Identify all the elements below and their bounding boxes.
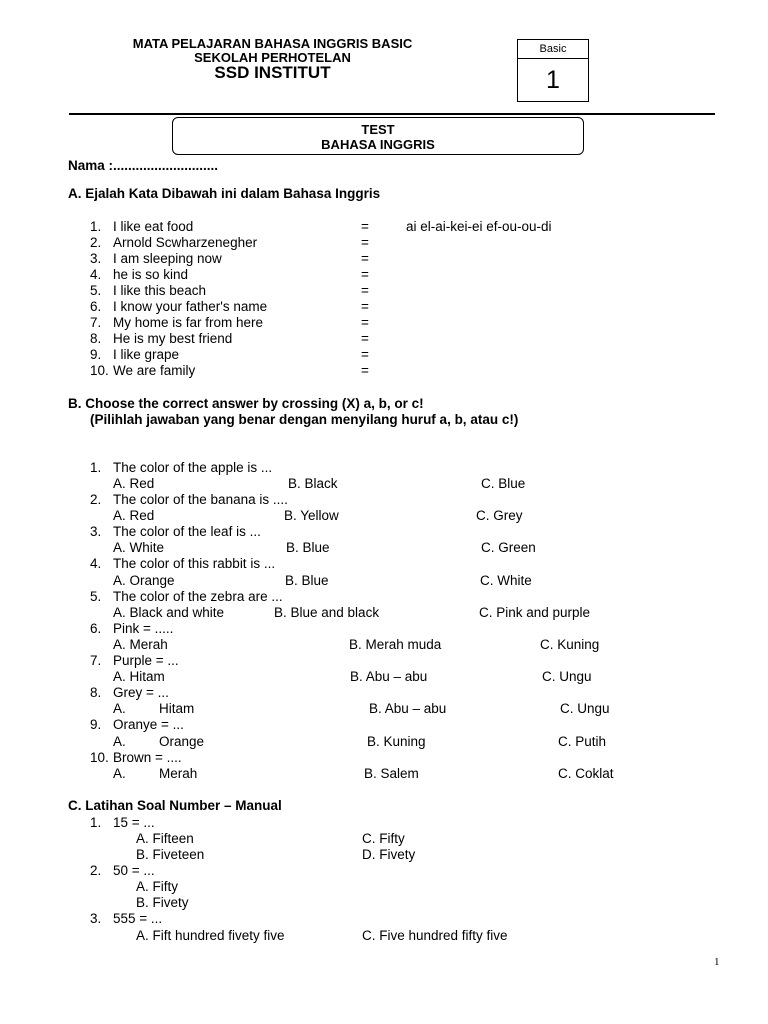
item-text: I like this beach [113, 283, 207, 298]
equals-sign: = [361, 219, 369, 234]
option-a-letter[interactable]: A. [113, 734, 126, 749]
section-a-heading: A. Ejalah Kata Dibawah ini dalam Bahasa Inggris [68, 186, 381, 201]
item-number: 10. [90, 363, 109, 378]
option-a[interactable]: A. Black and white [113, 605, 225, 620]
question-text: The color of the banana is .... [113, 492, 288, 507]
title-line-2: BAHASA INGGRIS [321, 137, 435, 152]
equals-sign: = [361, 331, 369, 346]
option-c[interactable]: C. Coklat [558, 766, 614, 781]
option-a-letter[interactable]: A. [113, 766, 126, 781]
equals-sign: = [361, 267, 369, 282]
option-a[interactable]: Hitam [159, 701, 195, 716]
question-number: 7. [90, 653, 102, 668]
option-b[interactable]: B. Blue [286, 540, 330, 555]
level-number: 1 [546, 66, 560, 94]
option-a[interactable]: A. Orange [113, 573, 175, 588]
item-number: 3. [90, 251, 102, 266]
equals-sign: = [361, 299, 369, 314]
item-text: My home is far from here [113, 315, 264, 330]
option-b[interactable]: B. Fivety [136, 895, 189, 910]
option-c[interactable]: C. Green [481, 540, 536, 555]
option-a[interactable]: A. Fifteen [136, 831, 194, 846]
item-number: 1. [90, 219, 102, 234]
section-b-subheading: (Pilihlah jawaban yang benar dengan menyilang huruf a, b, atau c!) [90, 412, 519, 427]
option-b[interactable]: B. Black [288, 476, 338, 491]
question-number: 9. [90, 717, 102, 732]
item-text: I am sleeping now [113, 251, 222, 266]
option-c[interactable]: C. Putih [558, 734, 607, 749]
title-line-1: TEST [361, 122, 395, 137]
title-box [172, 117, 584, 155]
question-number: 1. [90, 460, 102, 475]
question-text: 50 = ... [113, 863, 155, 878]
option-a[interactable]: A. Fifty [136, 879, 179, 894]
option-b[interactable]: B. Blue [285, 573, 329, 588]
item-text: I like eat food [113, 219, 194, 234]
question-number: 1. [90, 815, 102, 830]
question-text: The color of the zebra are ... [113, 589, 283, 604]
item-number: 5. [90, 283, 102, 298]
item-text: I know your father's name [113, 299, 268, 314]
option-a[interactable]: A. White [113, 540, 165, 555]
header-line-2: SEKOLAH PERHOTELAN [194, 50, 351, 65]
item-text: I like grape [113, 347, 180, 362]
section-c-heading: C. Latihan Soal Number – Manual [68, 798, 282, 813]
option-b[interactable]: B. Kuning [367, 734, 426, 749]
option-c[interactable]: C. Blue [481, 476, 526, 491]
option-b[interactable]: B. Abu – abu [369, 701, 447, 716]
question-text: Grey = ... [113, 685, 169, 700]
name-field: Nama :............................ [68, 158, 219, 173]
level-label: Basic [518, 40, 588, 59]
item-text: We are family [113, 363, 196, 378]
question-number: 6. [90, 621, 102, 636]
question-text: The color of this rabbit is ... [113, 556, 276, 571]
option-c[interactable]: C. Pink and purple [479, 605, 591, 620]
option-a[interactable]: A. Merah [113, 637, 168, 652]
item-text: He is my best friend [113, 331, 233, 346]
question-number: 8. [90, 685, 102, 700]
question-text: The color of the apple is ... [113, 460, 273, 475]
option-c[interactable]: C. Ungu [560, 701, 610, 716]
equals-sign: = [361, 235, 369, 250]
question-text: The color of the leaf is ... [113, 524, 261, 539]
section-b-heading: B. Choose the correct answer by crossing (X) a, b, or c! [68, 396, 424, 411]
option-b[interactable]: B. Yellow [284, 508, 339, 523]
question-number: 5. [90, 589, 102, 604]
option-b[interactable]: B. Salem [364, 766, 419, 781]
page-number: 1 [714, 956, 720, 968]
question-number: 3. [90, 524, 102, 539]
option-c[interactable]: C. Five hundred fifty five [362, 928, 508, 943]
question-text: Purple = ... [113, 653, 179, 668]
item-answer: ai el-ai-kei-ei ef-ou-ou-di [406, 219, 552, 234]
option-a-letter[interactable]: A. [113, 701, 126, 716]
option-a[interactable]: Orange [159, 734, 205, 749]
item-text: he is so kind [113, 267, 189, 282]
question-number: 10. [90, 750, 109, 765]
option-c[interactable]: C. Kuning [540, 637, 600, 652]
option-c[interactable]: C. White [480, 573, 532, 588]
item-number: 7. [90, 315, 102, 330]
question-text: Brown = .... [113, 750, 182, 765]
question-number: 4. [90, 556, 102, 571]
header-line-1: MATA PELAJARAN BAHASA INGGRIS BASIC [132, 36, 413, 51]
item-number: 9. [90, 347, 102, 362]
equals-sign: = [361, 315, 369, 330]
level-box [517, 39, 589, 102]
equals-sign: = [361, 363, 369, 378]
option-b[interactable]: B. Abu – abu [350, 669, 428, 684]
option-c[interactable]: C. Ungu [542, 669, 592, 684]
item-number: 2. [90, 235, 102, 250]
header-divider [69, 113, 715, 115]
option-c[interactable]: C. Grey [476, 508, 523, 523]
item-number: 4. [90, 267, 102, 282]
option-a[interactable]: A. Red [113, 476, 155, 491]
question-number: 3. [90, 911, 102, 926]
item-number: 6. [90, 299, 102, 314]
option-b[interactable]: B. Fiveteen [136, 847, 205, 862]
option-d[interactable]: D. Fivety [362, 847, 416, 862]
item-text: Arnold Scwharzenegher [113, 235, 258, 250]
item-number: 8. [90, 331, 102, 346]
option-a[interactable]: A. Red [113, 508, 155, 523]
equals-sign: = [361, 251, 369, 266]
equals-sign: = [361, 283, 369, 298]
question-text: 555 = ... [113, 911, 163, 926]
option-a[interactable]: Merah [159, 766, 198, 781]
option-a[interactable]: A. Hitam [113, 669, 165, 684]
question-text: Oranye = ... [113, 717, 184, 732]
option-a[interactable]: A. Fift hundred fivety five [136, 928, 285, 943]
option-b[interactable]: B. Merah muda [349, 637, 442, 652]
question-text: Pink = ..... [113, 621, 174, 636]
option-b[interactable]: B. Blue and black [274, 605, 380, 620]
question-number: 2. [90, 863, 102, 878]
header-institution: SSD INSTITUT [214, 63, 331, 82]
question-number: 2. [90, 492, 102, 507]
option-c[interactable]: C. Fifty [362, 831, 405, 846]
equals-sign: = [361, 347, 369, 362]
question-text: 15 = ... [113, 815, 155, 830]
